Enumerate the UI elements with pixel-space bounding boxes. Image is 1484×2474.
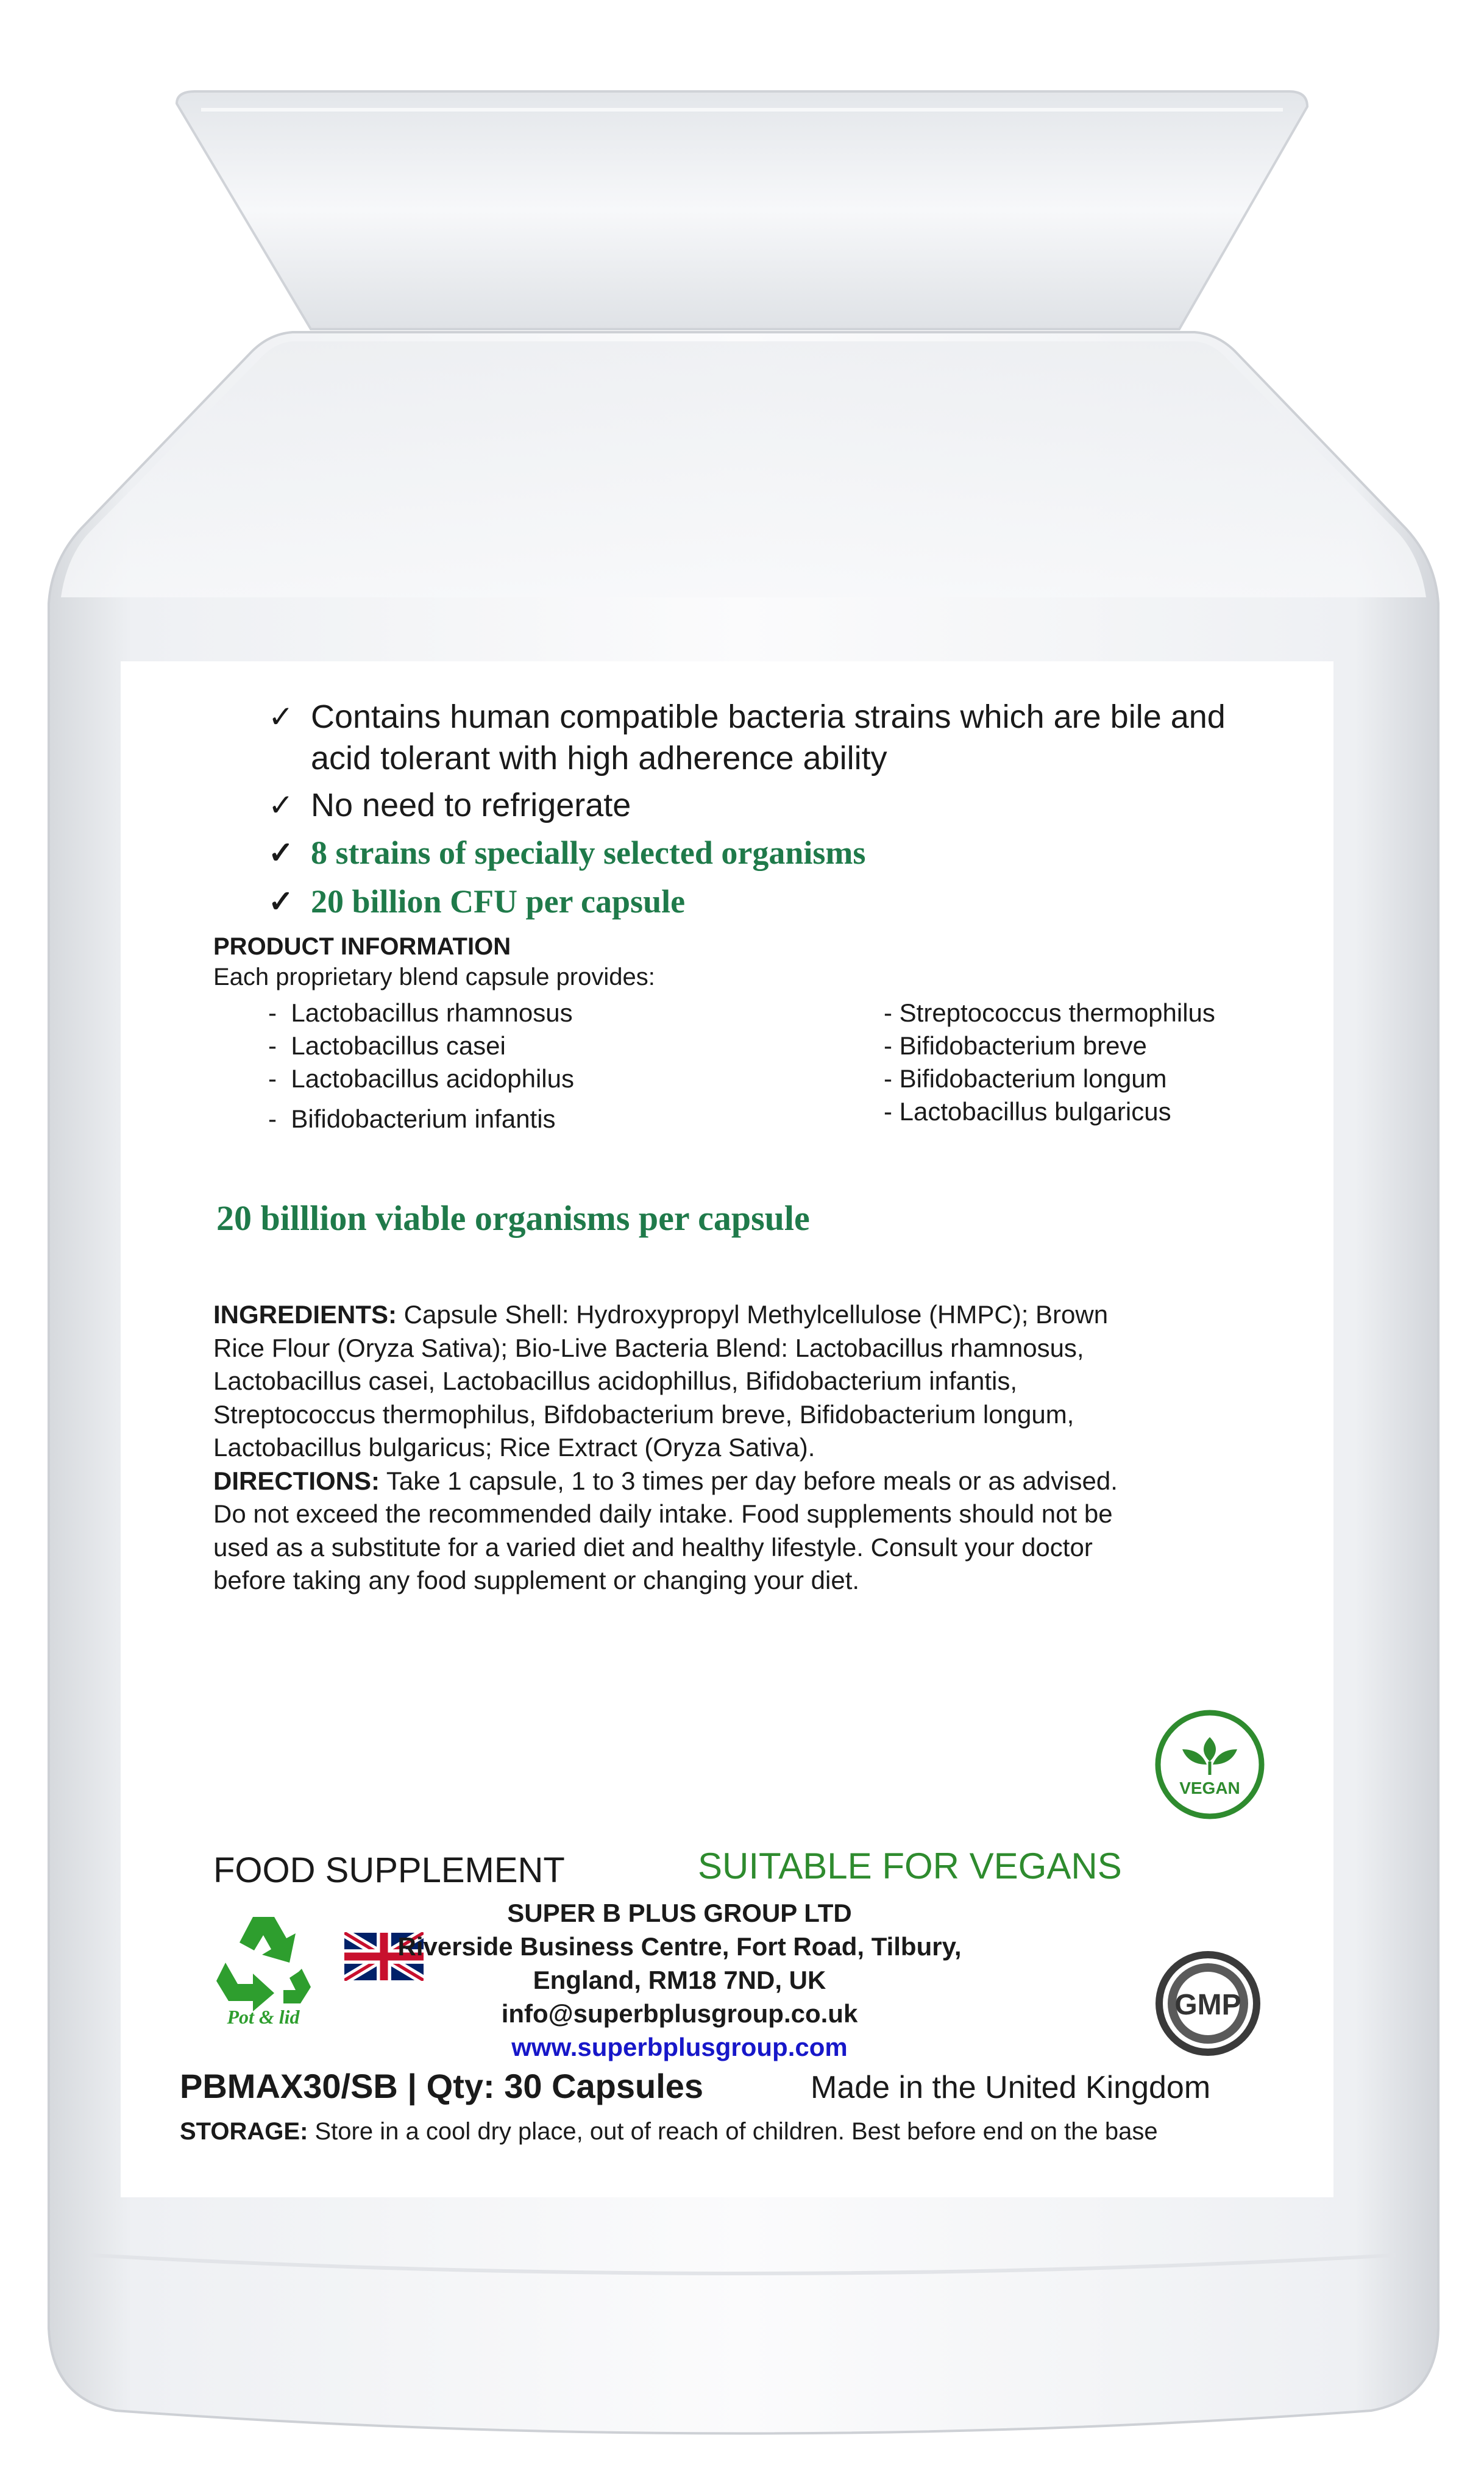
list-item: - Bifidobacterium infantis [268,1104,556,1133]
bullet-text: acid tolerant with high adherence ability [311,740,887,777]
list-item: - Streptococcus thermophilus [884,998,1215,1027]
product-info-heading: PRODUCT INFORMATION [213,933,511,960]
made-in-label: Made in the United Kingdom [811,2070,1211,2105]
list-item: - Bifidobacterium longum [884,1064,1167,1093]
strain-list-right [884,997,1215,1128]
product-info-intro: Each proprietary blend capsule provides: [213,964,655,990]
list-item: - Lactobacillus casei [268,1031,506,1060]
suitable-for-vegans-label: SUITABLE FOR VEGANS [698,1846,1122,1886]
address-line: England, RM18 7ND, UK [533,1966,826,1994]
ingredients-line: Streptococcus thermophilus, Bifdobacterium breve, Bifidobacterium longum, [213,1399,1074,1429]
bullet-text: No need to refrigerate [311,787,631,823]
ingredients-line: Lactobacillus casei, Lactobacillus acidophillus, Bifidobacterium infantis, [213,1367,1018,1395]
company-website-link[interactable]: www.superbplusgroup.com [511,2033,848,2061]
company-name: SUPER B PLUS GROUP LTD [507,1899,852,1927]
check-icon: ✓ [268,884,294,919]
bullet-text: 8 strains of specially selected organisms [311,834,866,871]
directions-line: before taking any food supplement or changing your diet. [213,1566,860,1594]
check-icon: ✓ [268,836,294,870]
list-item: - Lactobacillus bulgaricus [884,1097,1171,1126]
strain-list-left [268,997,574,1136]
bullet-item [268,881,686,922]
company-address [329,1896,1030,2064]
directions-line: used as a substitute for a varied diet and healthy lifestyle. Consult your doctor [213,1532,1093,1562]
bullet-item [268,784,631,826]
ingredients-line: INGREDIENTS: Capsule Shell: Hydroxypropyl Methylcellulose (HMPC); Brown [213,1300,1109,1329]
svg-text:VEGAN: VEGAN [1179,1779,1240,1797]
bullet-text: 20 billion CFU per capsule [311,883,686,920]
vegan-leaf-icon [1152,1707,1268,1822]
check-icon: ✓ [268,700,294,734]
list-item: - Bifidobacterium breve [884,1031,1147,1060]
ingredients-line: Lactobacillus bulgaricus; Rice Extract (Oryza Sativa). [213,1433,815,1462]
directions-line: Do not exceed the recommended daily intake. Food supplements should not be [213,1499,1113,1528]
bullet-text: Contains human compatible bacteria strains which are bile and [311,698,1226,735]
svg-text:GMP: GMP [1174,1989,1241,2021]
ingredients-directions [213,1298,1249,1598]
address-line: Riverside Business Centre, Fort Road, Tilbury, [397,1932,962,1961]
bullet-item [268,832,866,873]
viable-organisms-headline: 20 billlion viable organisms per capsule [216,1198,810,1238]
list-item: - Lactobacillus rhamnosus [268,998,573,1027]
company-email[interactable]: info@superbplusgroup.co.uk [501,1999,858,2028]
gmp-seal-icon [1152,1947,1265,2060]
product-label [122,661,1332,2197]
ingredients-line: Rice Flour (Oryza Sativa); Bio-Live Bacteria Blend: Lactobacillus rhamnosus, [213,1333,1084,1362]
storage-info: STORAGE: Store in a cool dry place, out of reach of children. Best before end on the base [180,2118,1158,2145]
svg-text:Pot & lid: Pot & lid [227,2006,300,2027]
bullet-item [268,696,1226,779]
recycle-icon [210,1905,317,2027]
check-icon: ✓ [268,788,294,822]
product-code-qty: PBMAX30/SB | Qty: 30 Capsules [180,2067,704,2105]
list-item: - Lactobacillus acidophilus [268,1064,574,1093]
directions-line: DIRECTIONS: Take 1 capsule, 1 to 3 times per day before meals or as advised. [213,1466,1118,1495]
food-supplement-label: FOOD SUPPLEMENT [213,1850,565,1890]
